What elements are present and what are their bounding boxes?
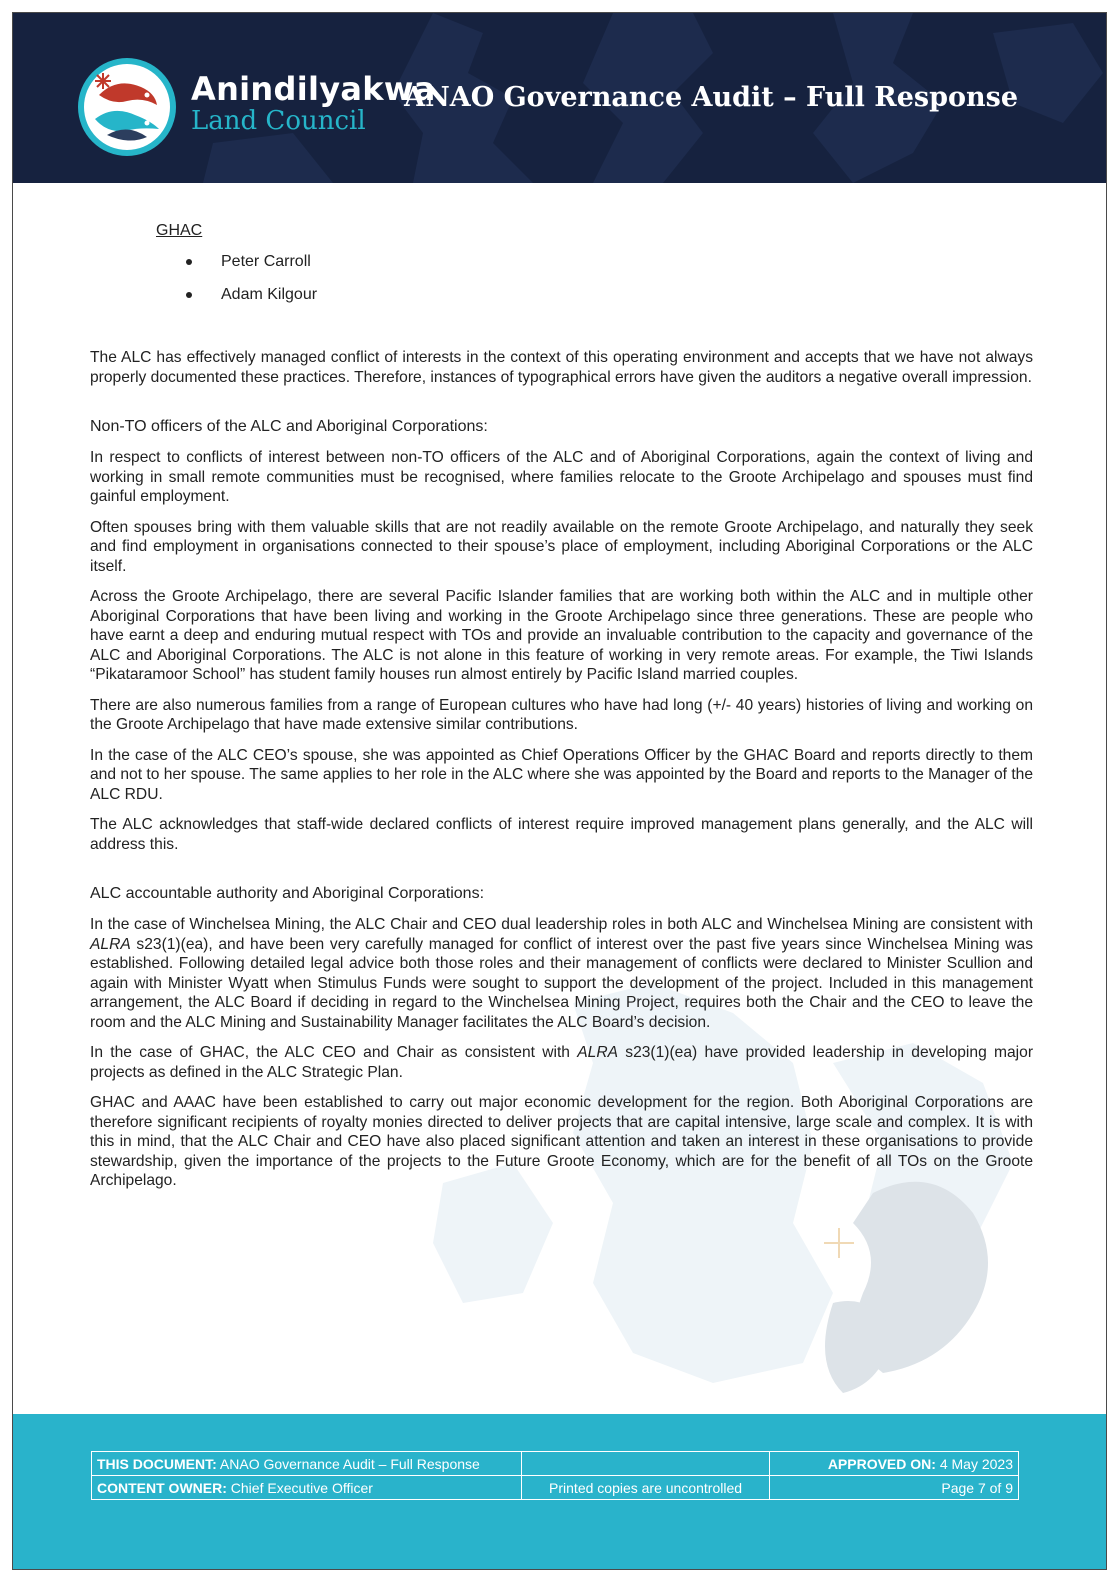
- ghac-heading: GHAC: [156, 222, 203, 239]
- footer-approved-cell: APPROVED ON: 4 May 2023: [770, 1452, 1019, 1476]
- page: [12, 12, 1107, 1570]
- footer-info-table: [91, 1451, 1019, 1500]
- document-header: [13, 13, 1106, 183]
- paragraph: There are also numerous families from a range of European cultures who have had long (+/- 40 years) histories of living and working on the Groote Archipelago that have made extensive similar contributions.: [90, 696, 1033, 733]
- list-item: Adam Kilgour: [186, 285, 1033, 305]
- section-heading-non-to-officers: Non-TO officers of the ALC and Aboriginal Corporations:: [90, 418, 488, 435]
- intro-paragraph: The ALC has effectively managed conflict of interests in the context of this operating environment and accepts that we have not always properly documented these practices. Therefore, instances of typographical errors have given the auditors a negative overall impression.: [90, 349, 1033, 386]
- paragraph: In the case of the ALC CEO’s spouse, she was appointed as Chief Operations Officer by the GHAC Board and reports directly to them and not to her spouse. The same applies to her role in the ALC where she was appointed by the Board and reports to the Manager of the ALC RDU.: [90, 746, 1033, 803]
- section-heading-accountable-authority: ALC accountable authority and Aboriginal Corporations:: [90, 885, 485, 902]
- paragraph-winchelsea: In the case of Winchelsea Mining, the ALC Chair and CEO dual leadership roles in both ALC and Winchelsea Mining are consistent with ALRA s23(1)(ea), and have been very carefully managed for conflict of interest over the past five years since Winchelsea Mining was established. Following detailed legal advice both those roles and their management of conflicts were declared to Minister Scullion and again with Minister Wyatt when Stimulus Funds were sought to support the development of the project. Included in this management arrangement, the ALC Board if deciding in regard to the Winchelsea Mining Project, requires both the Chair and the CEO to leave the room and the ALC Mining and Sustainability Manager facilitates the ALC Board’s decision.: [90, 916, 1033, 1031]
- paragraph-economic-development: GHAC and AAAC have been established to carry out major economic development for the region. Both Aboriginal Corporations are therefore significant recipients of royalty monies directed to deliver projects that are capital intensive, large scale and complex. It is with this in mind, that the ALC Chair and CEO have also placed significant attention and taken an interest in these organisations to provide stewardship, given the importance of the projects to the Future Groote Economy, which are for the benefit of all TOs on the Groote Archipelago.: [90, 1094, 1033, 1189]
- paragraph-ghac: In the case of GHAC, the ALC CEO and Chair as consistent with ALRA s23(1)(ea) have provided leadership in developing major projects as defined in the ALC Strategic Plan.: [90, 1044, 1034, 1081]
- paragraph: Often spouses bring with them valuable skills that are not readily available on the remote Groote Archipelago, and naturally they seek and find employment in organisations connected to their spouse’s place of employment, including Aboriginal Corporations or the ALC itself.: [90, 518, 1033, 575]
- org-subtitle: Land Council: [191, 106, 366, 136]
- document-title: ANAO Governance Audit – Full Response: [404, 82, 1018, 113]
- list-item: Peter Carroll: [186, 252, 1033, 272]
- footer-printed-note: Printed copies are uncontrolled: [521, 1476, 770, 1500]
- footer-owner-cell: CONTENT OWNER: Chief Executive Officer: [92, 1476, 522, 1500]
- org-name: Anindilyakwa: [191, 70, 436, 108]
- alc-emblem-icon: [77, 57, 177, 157]
- footer-document-cell: THIS DOCUMENT: ANAO Governance Audit – Full Response: [92, 1452, 522, 1476]
- document-footer: [13, 1414, 1106, 1569]
- paragraph: In respect to conflicts of interest between non-TO officers of the ALC and of Aboriginal Corporations, again the context of living and working in small remote communities must be recognised, where families relocate to the Groote Archipelago and spouses must find gainful employment.: [90, 449, 1033, 505]
- ghac-member-list: [186, 252, 1033, 305]
- footer-page-number: Page 7 of 9: [770, 1476, 1019, 1500]
- paragraph: The ALC acknowledges that staff-wide declared conflicts of interest require improved management plans generally, and the ALC will address this.: [90, 816, 1033, 853]
- paragraph: Across the Groote Archipelago, there are several Pacific Islander families that are working both within the ALC and in multiple other Aboriginal Corporations that have been living and working in the Groote Archipelago since three generations. These are people who have earnt a deep and enduring mutual respect with TOs and provide an invaluable contribution to the capacity and governance of the ALC and Aboriginal Corporations. The ALC is not alone in this feature of working in very remote areas. For example, the Tiwi Islands “Pikataramoor School” has student family houses run almost entirely by Pacific Island married couples.: [90, 588, 1033, 683]
- footer-empty-cell: [521, 1452, 770, 1476]
- document-body: [90, 221, 1033, 1202]
